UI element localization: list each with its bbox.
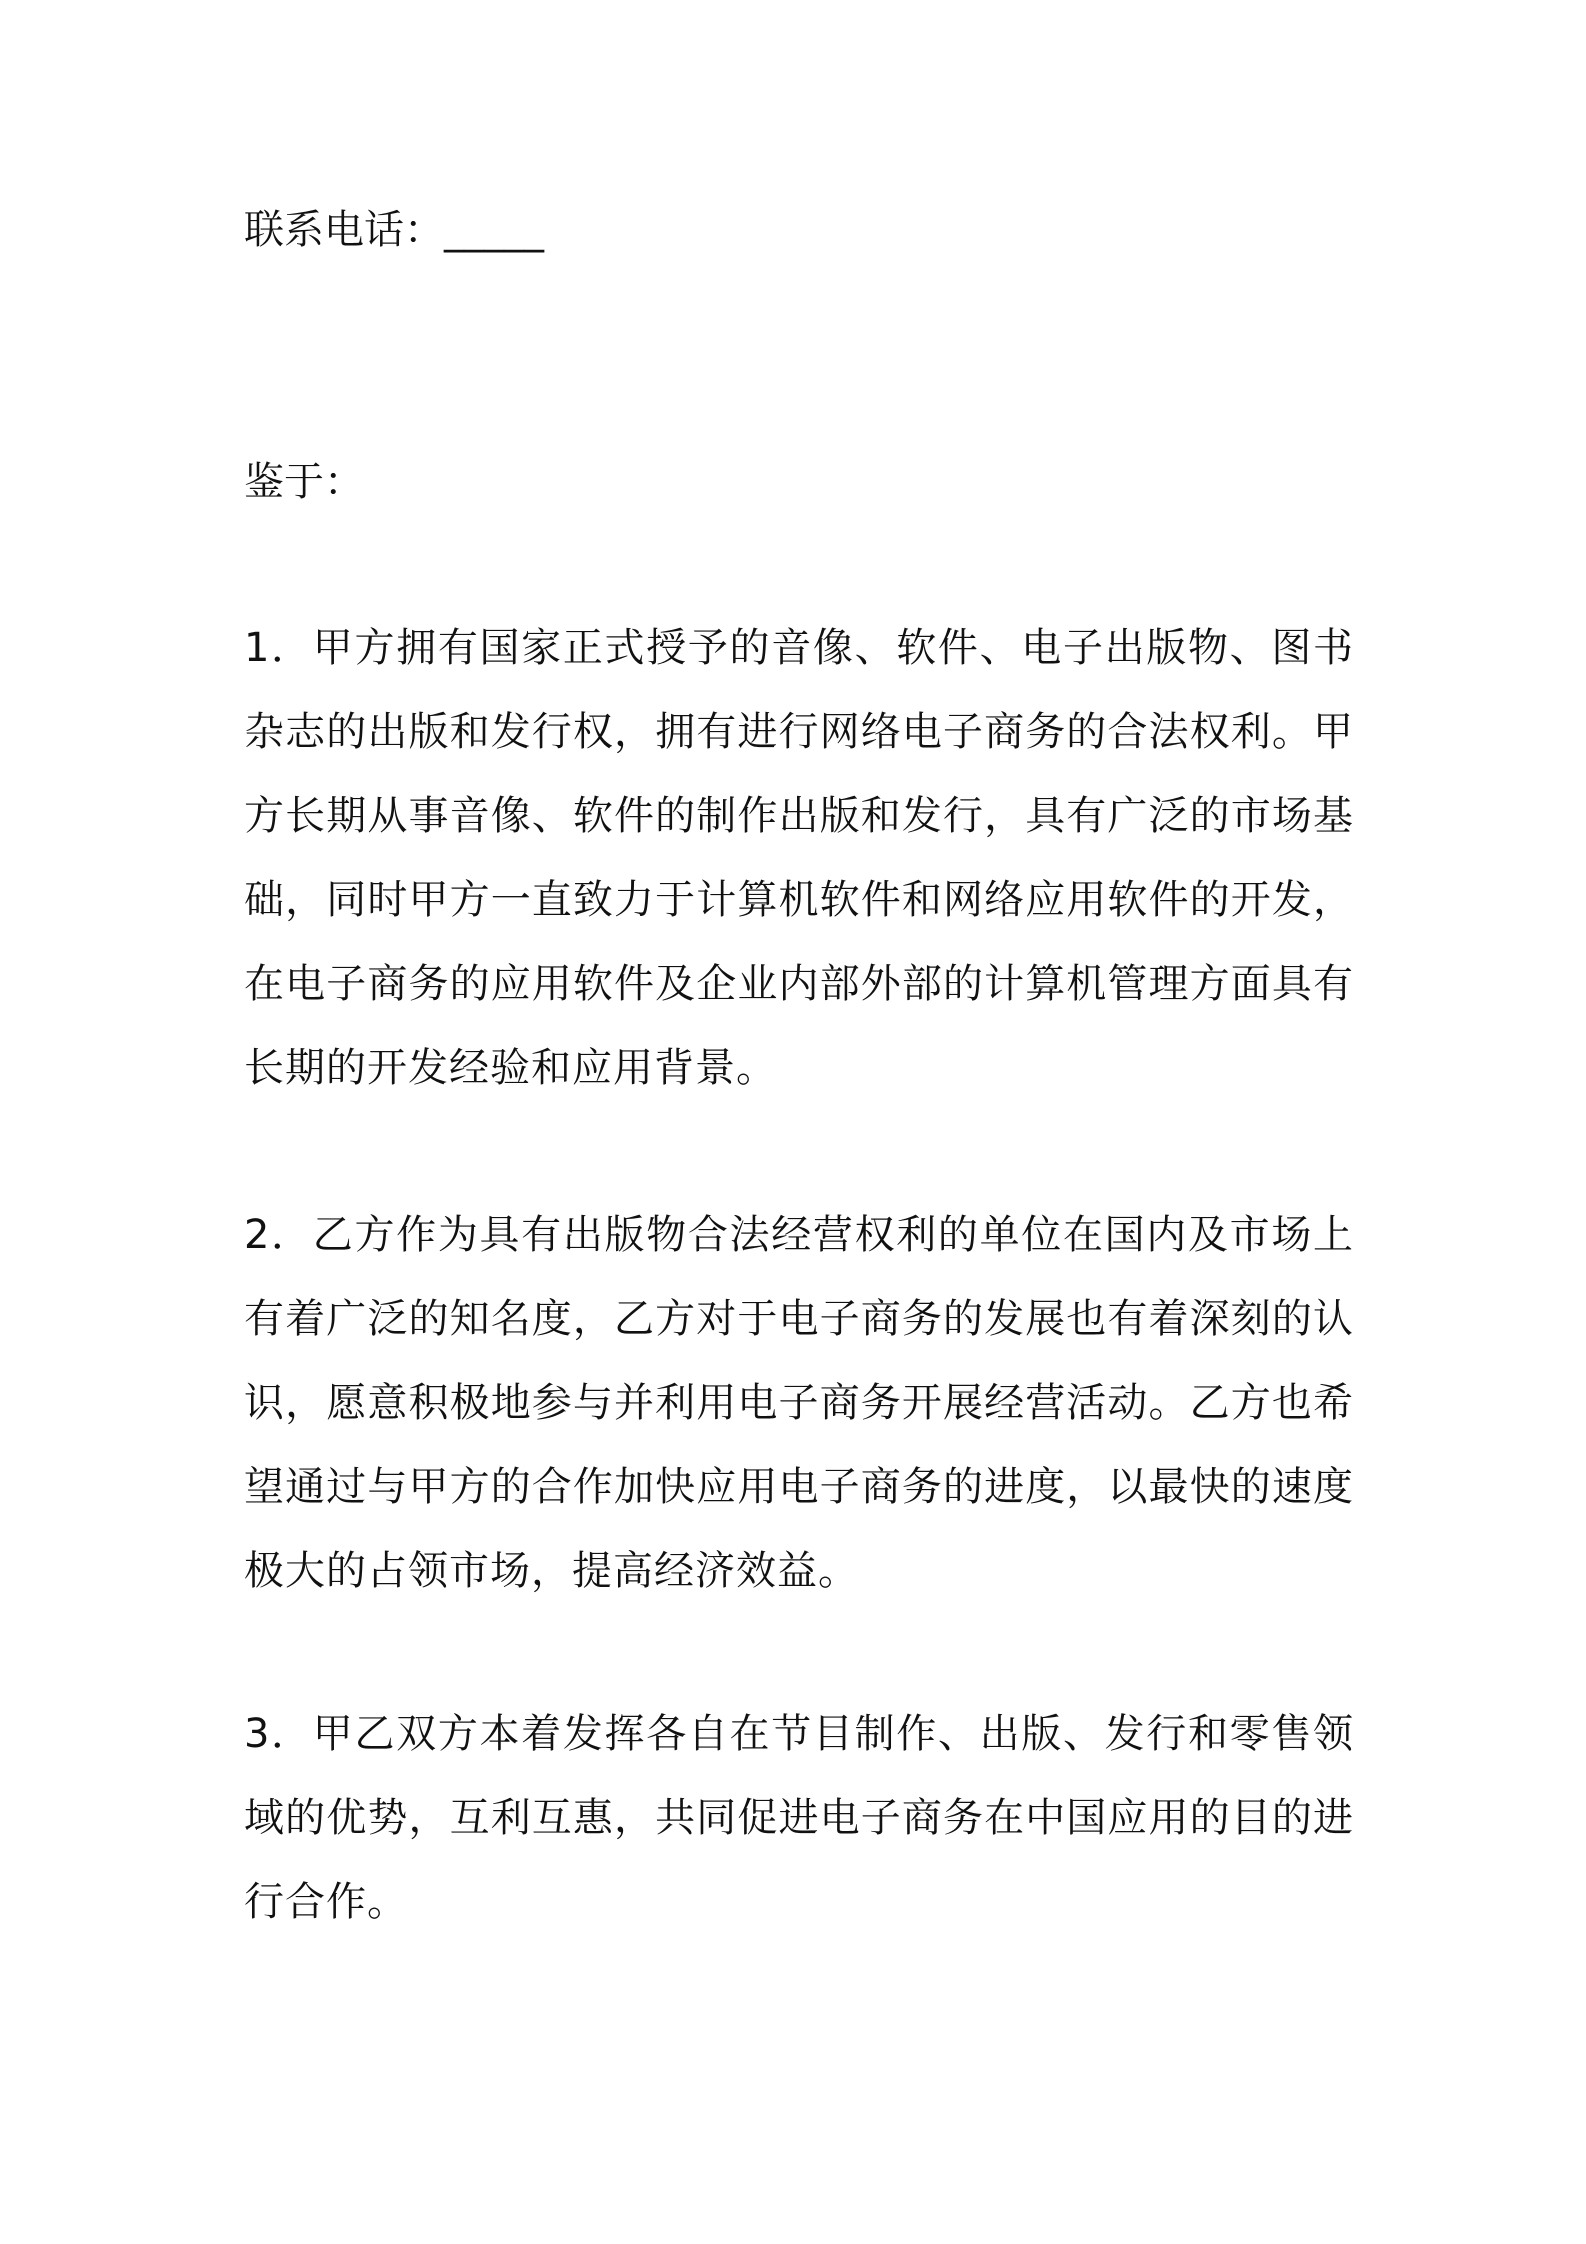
contact-phone-line: 联系电话：_____ xyxy=(244,207,544,253)
paragraph-1: 1．甲方拥有国家正式授予的音像、软件、电子出版物、图书杂志的出版和发行权，拥有进行网络电子商务的合法权利。甲方长期从事音像、软件的制作出版和发行，具有广泛的市场基础，同时甲方一直致力于计算机软件和网络应用软件的开发，在电子商务的应用软件及企业内部外部的计算机管理方面具有长期的开发经验和应用背景。 xyxy=(244,625,1354,1091)
whereas-heading: 鉴于： xyxy=(244,459,364,505)
paragraph-2: 2．乙方作为具有出版物合法经营权利的单位在国内及市场上有着广泛的知名度，乙方对于电子商务的发展也有着深刻的认识，愿意积极地参与并利用电子商务开展经营活动。乙方也希望通过与甲方的合作加快应用电子商务的进度，以最快的速度极大的占领市场，提高经济效益。 xyxy=(244,1212,1354,1594)
paragraph-3: 3．甲乙双方本着发挥各自在节目制作、出版、发行和零售领域的优势，互利互惠，共同促进电子商务在中国应用的目的进行合作。 xyxy=(244,1711,1354,1925)
